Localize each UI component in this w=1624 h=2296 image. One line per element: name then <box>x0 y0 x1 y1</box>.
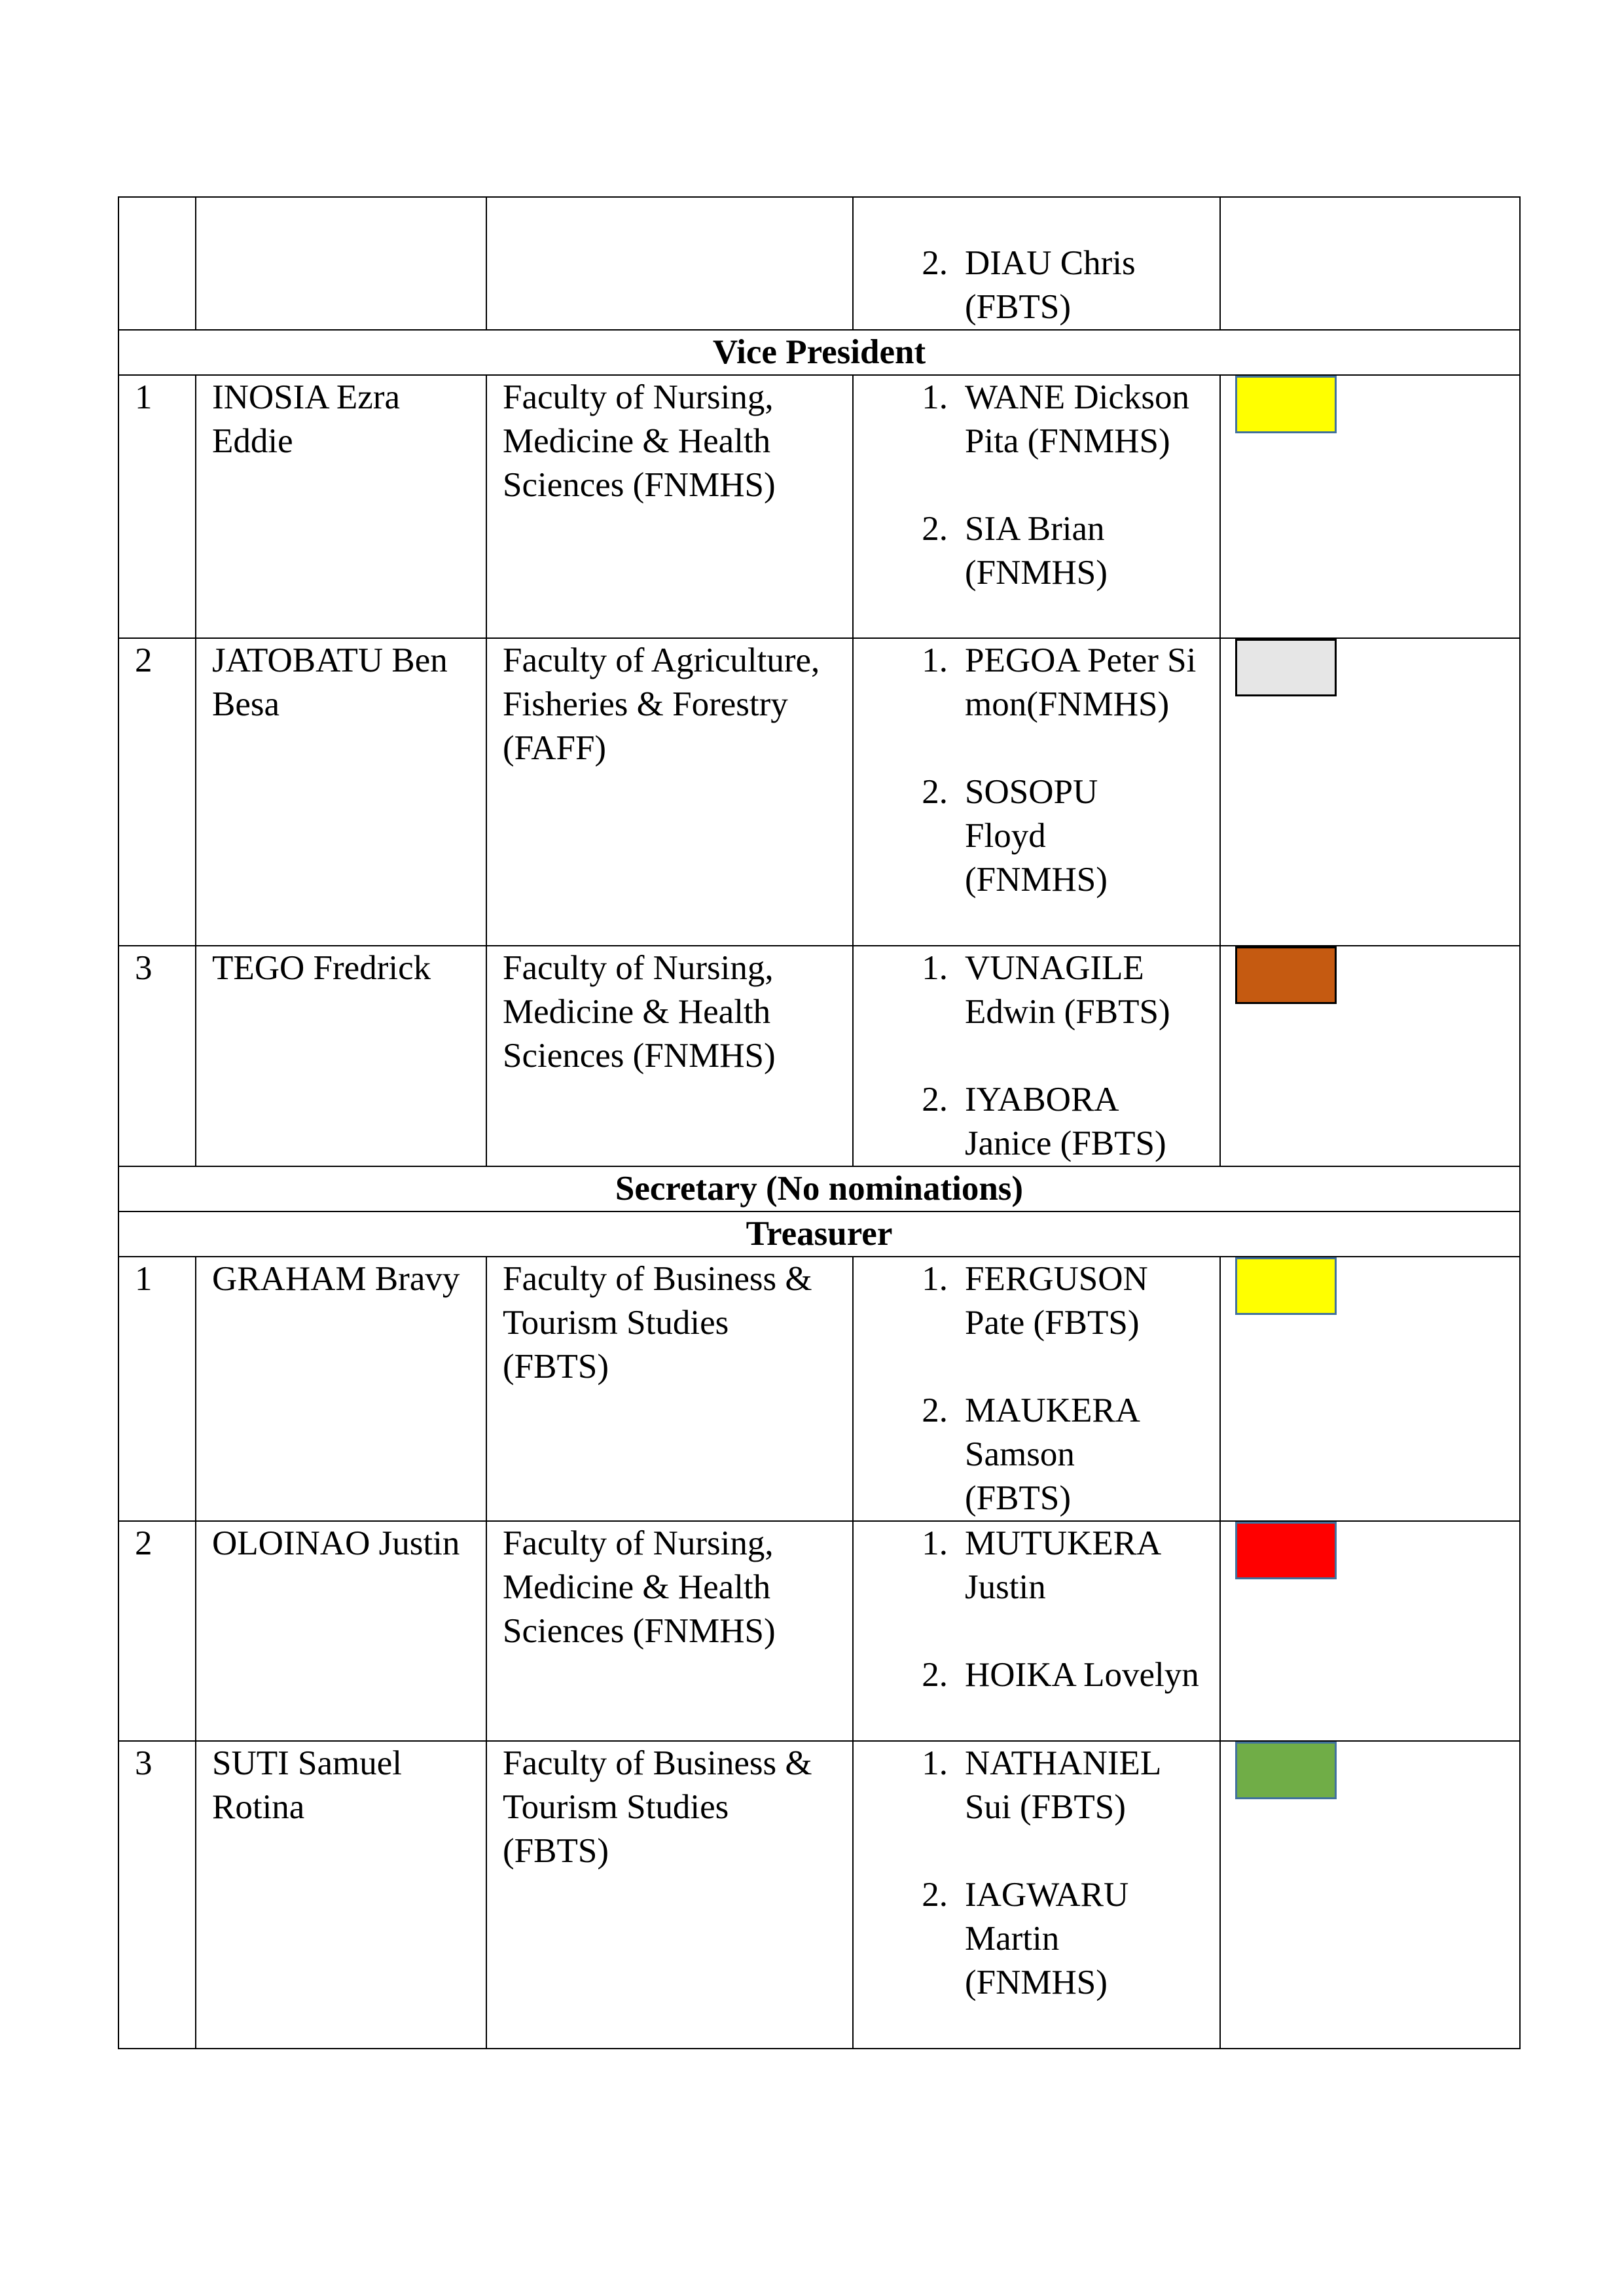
nominee-number: 2. <box>922 773 948 811</box>
nominee-item <box>854 639 1206 726</box>
color-cell <box>1220 1741 1520 2049</box>
nominee-number: 2. <box>922 1081 948 1119</box>
candidate-number: 2 <box>135 641 153 679</box>
table-row <box>118 197 1520 330</box>
faculty-name: Faculty of Business & Tourism Studies (FBTS) <box>503 1260 812 1386</box>
candidate-number: 2 <box>135 1524 153 1562</box>
nominee-number: 1. <box>922 641 948 679</box>
number-cell <box>118 946 196 1166</box>
faculty-cell <box>486 946 853 1166</box>
candidate-name: JATOBATU Ben Besa <box>212 641 448 723</box>
nominees-cell <box>853 638 1220 946</box>
nominee-number: 1. <box>922 378 948 416</box>
candidate-cell <box>196 638 486 946</box>
nominee-item <box>854 770 1206 902</box>
nominee-number: 1. <box>922 1260 948 1298</box>
section-header-row <box>118 330 1520 375</box>
candidate-number: 1 <box>135 378 153 416</box>
color-cell <box>1220 197 1520 330</box>
color-cell <box>1220 375 1520 638</box>
nominees-cell <box>853 1521 1220 1741</box>
candidate-cell <box>196 946 486 1166</box>
nominee-name: VUNAGILE Edwin (FBTS) <box>965 949 1170 1031</box>
candidate-name: INOSIA Ezra Eddie <box>212 378 400 460</box>
faculty-cell <box>486 375 853 638</box>
nominees-cell <box>853 375 1220 638</box>
nominee-name: SOSOPU Floyd (FNMHS) <box>965 773 1108 899</box>
nominee-item <box>854 1873 1206 2005</box>
nominee-item <box>854 376 1206 463</box>
candidate-name: SUTI Samuel Rotina <box>212 1744 402 1826</box>
table-row <box>118 946 1520 1166</box>
color-swatch <box>1235 376 1337 433</box>
table-row <box>118 1741 1520 2049</box>
nominee-item <box>854 946 1206 1034</box>
candidate-number: 1 <box>135 1260 153 1298</box>
color-cell <box>1220 1257 1520 1521</box>
nominee-number: 1. <box>922 949 948 987</box>
candidate-cell <box>196 375 486 638</box>
section-header-row <box>118 1166 1520 1211</box>
nominee-number: 2. <box>922 1656 948 1694</box>
nominee-name: MUTUKERA Justin <box>965 1524 1160 1606</box>
section-title: Secretary (No nominations) <box>118 1166 1520 1211</box>
number-cell <box>118 1521 196 1741</box>
candidate-cell <box>196 1521 486 1741</box>
color-cell <box>1220 1521 1520 1741</box>
faculty-name: Faculty of Business & Tourism Studies (FBTS) <box>503 1744 812 1870</box>
number-cell <box>118 1741 196 2049</box>
nominees-cell <box>853 1741 1220 2049</box>
number-cell <box>118 375 196 638</box>
faculty-cell <box>486 638 853 946</box>
color-swatch <box>1235 946 1337 1004</box>
nominee-number: 1. <box>922 1524 948 1562</box>
color-swatch <box>1235 1257 1337 1315</box>
faculty-name: Faculty of Agriculture, Fisheries & Forestry (FAFF) <box>503 641 820 767</box>
nominee-name: WANE Dickson Pita (FNMHS) <box>965 378 1189 460</box>
candidate-number: 3 <box>135 949 153 987</box>
number-cell <box>118 1257 196 1521</box>
candidate-name: GRAHAM Bravy <box>212 1260 460 1298</box>
section-title: Treasurer <box>118 1211 1520 1257</box>
candidate-name: TEGO Fredrick <box>212 949 431 987</box>
nominee-name: PEGOA Peter Simon(FNMHS) <box>965 641 1197 723</box>
color-swatch <box>1235 1522 1337 1579</box>
section-title: Vice President <box>118 330 1520 375</box>
nominee-item <box>854 242 1206 329</box>
nominee-item <box>854 507 1206 595</box>
candidate-cell <box>196 197 486 330</box>
nominees-cell <box>853 197 1220 330</box>
faculty-cell <box>486 1257 853 1521</box>
nominee-number: 2. <box>922 1876 948 1914</box>
faculty-name: Faculty of Nursing, Medicine & Health Sciences (FNMHS) <box>503 949 776 1075</box>
nominee-item <box>854 1257 1206 1345</box>
nominee-name: DIAU Chris (FBTS) <box>965 244 1136 326</box>
number-cell <box>118 197 196 330</box>
nominee-name: NATHANIEL Sui (FBTS) <box>965 1744 1161 1826</box>
nomination-table <box>118 196 1521 2049</box>
color-cell <box>1220 638 1520 946</box>
nominee-name: HOIKA Lovelyn <box>965 1656 1199 1694</box>
candidate-cell <box>196 1257 486 1521</box>
color-swatch <box>1235 639 1337 696</box>
nominees-cell <box>853 946 1220 1166</box>
candidate-cell <box>196 1741 486 2049</box>
faculty-name: Faculty of Nursing, Medicine & Health Sciences (FNMHS) <box>503 378 776 504</box>
nominee-number: 2. <box>922 244 948 282</box>
nominee-name: MAUKERA Samson (FBTS) <box>965 1391 1139 1517</box>
color-swatch <box>1235 1742 1337 1799</box>
nominee-number: 2. <box>922 1391 948 1429</box>
nominee-number: 2. <box>922 510 948 548</box>
number-cell <box>118 638 196 946</box>
color-cell <box>1220 946 1520 1166</box>
nominee-item <box>854 1389 1206 1520</box>
table-row <box>118 638 1520 946</box>
faculty-cell <box>486 197 853 330</box>
nominee-item <box>854 1742 1206 1829</box>
nominees-cell <box>853 1257 1220 1521</box>
candidate-name: OLOINAO Justin <box>212 1524 460 1562</box>
nominee-name: FERGUSON Pate (FBTS) <box>965 1260 1148 1342</box>
section-header-row <box>118 1211 1520 1257</box>
nominee-number: 1. <box>922 1744 948 1782</box>
nominee-item <box>854 1653 1206 1697</box>
nominee-item <box>854 1078 1206 1166</box>
table-row <box>118 1257 1520 1521</box>
faculty-cell <box>486 1741 853 2049</box>
table-row <box>118 375 1520 638</box>
nominee-name: IYABORA Janice (FBTS) <box>965 1081 1166 1162</box>
table-row <box>118 1521 1520 1741</box>
nominee-item <box>854 1522 1206 1609</box>
nominee-name: IAGWARU Martin (FNMHS) <box>965 1876 1129 2001</box>
faculty-cell <box>486 1521 853 1741</box>
candidate-number: 3 <box>135 1744 153 1782</box>
faculty-name: Faculty of Nursing, Medicine & Health Sciences (FNMHS) <box>503 1524 776 1650</box>
nominee-name: SIA Brian (FNMHS) <box>965 510 1108 592</box>
